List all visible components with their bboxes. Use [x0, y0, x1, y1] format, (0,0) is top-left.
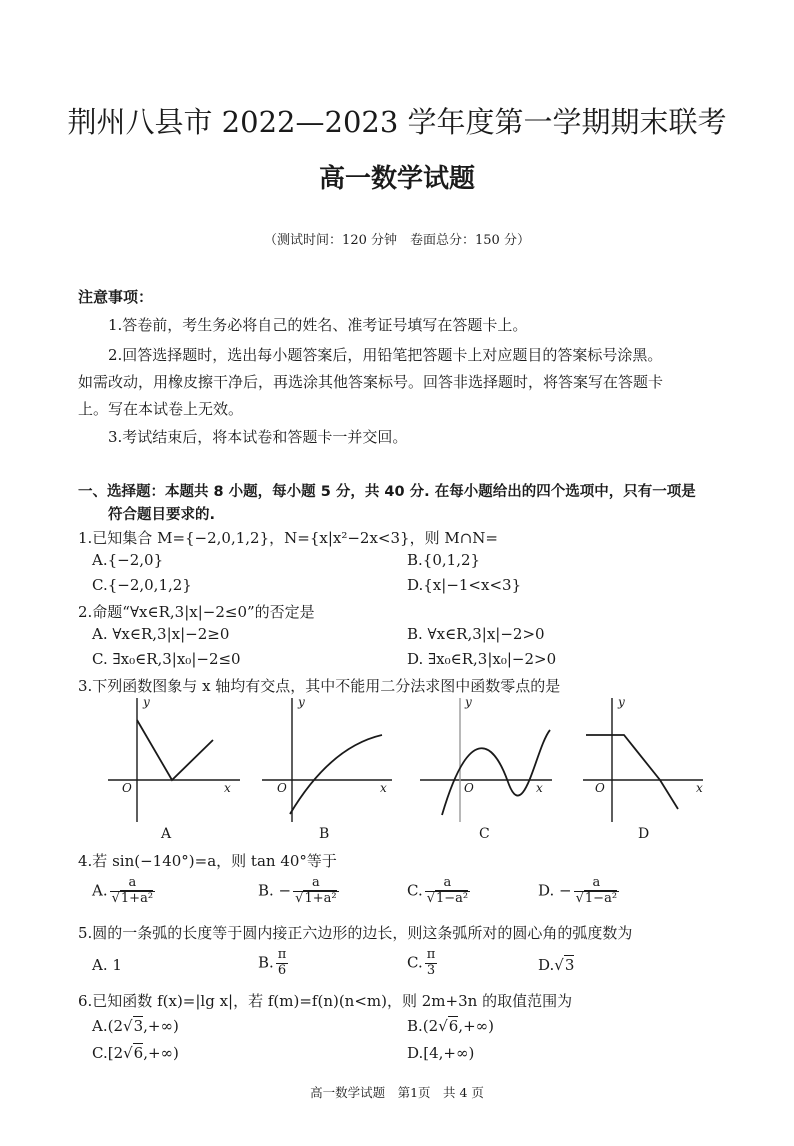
graph-b-y-label: y [298, 695, 305, 709]
graph-b-label: B [319, 826, 330, 842]
q6-option-b: B.(2√6,+∞) [407, 1017, 494, 1035]
graph-d-origin: O [595, 781, 605, 795]
q6-c-pre: C.[2 [92, 1044, 124, 1062]
q4-b-prefix: B. − [258, 881, 292, 900]
q6-a-pre: A.(2 [92, 1017, 123, 1035]
graph-c-curve [442, 730, 550, 815]
graph-b-curve [290, 735, 382, 814]
q6-b-root: 6 [448, 1017, 459, 1035]
q5-c-fraction [425, 948, 438, 979]
q6-option-c: C.[2√6,+∞) [92, 1044, 179, 1062]
q4-option-c [407, 876, 472, 907]
q6-c-root: 6 [133, 1044, 144, 1062]
graph-a-curve [137, 720, 213, 780]
q5-option-d: D.√3 [538, 956, 575, 974]
q5-b-prefix: B. [258, 953, 274, 972]
question-6-stem: 6.已知函数 f(x)=|lg x|，若 f(m)=f(n)(n<m)，则 2m+3n 的取值范围为 [78, 992, 573, 1010]
q6-c-post: ,+∞) [143, 1044, 179, 1062]
q4-a-prefix: A. [92, 881, 108, 900]
q4-option-b [258, 876, 341, 907]
q4-c-num: a [443, 875, 452, 890]
graph-d-label: D [638, 826, 650, 842]
page-title: 高一数学试题 [318, 164, 475, 194]
q5-d-root: 3 [564, 956, 575, 974]
notice-item-3: 3.考试结束后，将本试卷和答题卡一并交回。 [108, 428, 408, 446]
q5-option-c [407, 948, 439, 979]
q4-a-num: a [128, 875, 137, 890]
graph-b-origin: O [277, 781, 287, 795]
graph-c-x-label: x [536, 781, 543, 795]
notice-item-1: 1.答卷前，考生务必将自己的姓名、准考证号填写在答题卡上。 [108, 316, 528, 334]
q3-graphs [90, 692, 770, 852]
q5-c-den: 3 [426, 962, 436, 978]
q5-option-a: A. 1 [92, 956, 122, 974]
question-1-stem: 1.已知集合 M={−2,0,1,2}，N={x|x²−2x<3}，则 M∩N= [78, 529, 498, 547]
notice-item-2-line2: 如需改动，用橡皮擦干净后，再选涂其他答案标号。回答非选择题时，将答案写在答题卡 [78, 373, 664, 391]
q1-option-c: C.{−2,0,1,2} [92, 576, 192, 594]
q1-option-b: B.{0,1,2} [407, 551, 481, 569]
q5-d-prefix: D. [538, 956, 555, 974]
q4-c-prefix: C. [407, 881, 423, 900]
q5-c-prefix: C. [407, 953, 423, 972]
q5-b-fraction [276, 948, 289, 979]
exam-title: 荆州八县市 2022—2023 学年度第一学期期末联考 [67, 105, 727, 139]
q6-a-root: 3 [133, 1017, 144, 1035]
q4-d-den: 1−a² [584, 890, 618, 906]
q4-b-den: 1+a² [304, 890, 337, 906]
q2-option-d: D. ∃x₀∈R,3|x₀|−2>0 [407, 650, 557, 668]
graph-d-y-label: y [618, 695, 625, 709]
q4-option-d [538, 876, 621, 907]
question-3-stem: 3.下列函数图象与 x 轴均有交点，其中不能用二分法求图中函数零点的是 [78, 677, 561, 695]
exam-info: （测试时间：120 分钟 卷面总分：150 分） [264, 233, 530, 248]
graph-a-origin: O [122, 781, 132, 795]
q6-b-post: ,+∞) [458, 1017, 494, 1035]
q4-b-num: a [311, 875, 320, 890]
notice-item-2-line3: 上。写在本试卷上无效。 [78, 400, 244, 418]
q6-option-d: D.[4,+∞) [407, 1044, 475, 1062]
graph-a-y-label: y [143, 695, 150, 709]
graph-a-label: A [161, 826, 172, 842]
notice-heading: 注意事项： [78, 288, 154, 306]
graph-a-x-label: x [224, 781, 231, 795]
q4-option-a [92, 876, 157, 907]
q2-option-b: B. ∀x∈R,3|x|−2>0 [407, 625, 545, 643]
question-2-stem: 2.命题“∀x∈R,3|x|−2≤0”的否定是 [78, 603, 315, 621]
graph-d-curve [586, 735, 678, 809]
q5-c-num: π [426, 947, 436, 962]
q1-option-a: A.{−2,0} [92, 551, 164, 569]
section-heading-cont: 符合题目要求的. [108, 507, 216, 523]
q4-a-den: 1+a² [120, 890, 154, 906]
section-heading: 一、选择题：本题共 8 小题，每小题 5 分，共 40 分. 在每小题给出的四个选项中，只有一项是 [78, 484, 696, 500]
graph-c-label: C [479, 826, 490, 842]
graph-c-origin: O [464, 781, 474, 795]
q6-option-a: A.(2√3,+∞) [92, 1017, 179, 1035]
graph-c-y-label: y [465, 695, 472, 709]
question-4-stem: 4.若 sin(−140°)=a，则 tan 40°等于 [78, 852, 337, 870]
q5-option-b [258, 948, 290, 979]
q5-b-num: π [277, 947, 287, 962]
q4-c-den: 1−a² [436, 890, 469, 906]
q4-d-fraction: $\frac{a}{\text{√1−a²}}$ [575, 875, 618, 906]
q4-d-prefix: D. − [538, 881, 572, 900]
q2-option-c: C. ∃x₀∈R,3|x₀|−2≤0 [92, 650, 241, 668]
q1-option-d: D.{x|−1<x<3} [407, 576, 522, 594]
q5-b-den: 6 [277, 962, 287, 978]
notice-item-2-line1: 2.回答选择题时，选出每小题答案后，用铅笔把答题卡上对应题目的答案标号涂黑。 [108, 346, 663, 364]
q2-option-a: A. ∀x∈R,3|x|−2≥0 [92, 625, 230, 643]
question-5-stem: 5.圆的一条弧的长度等于圆内接正六边形的边长，则这条弧所对的圆心角的弧度数为 [78, 924, 633, 942]
graph-b-x-label: x [380, 781, 387, 795]
graph-d-x-label: x [696, 781, 703, 795]
q4-b-fraction: $\frac{a}{\text{√1+a²}}$ [295, 875, 337, 906]
q6-a-post: ,+∞) [143, 1017, 179, 1035]
q4-a-fraction: $\frac{a}{\text{√1+a²}}$ [111, 875, 154, 906]
page-footer: 高一数学试题 第1页 共 4 页 [310, 1085, 484, 1100]
q4-c-fraction: $\frac{a}{\text{√1−a²}}$ [426, 875, 469, 906]
q4-d-num: a [592, 875, 601, 890]
q6-b-pre: B.(2 [407, 1017, 439, 1035]
